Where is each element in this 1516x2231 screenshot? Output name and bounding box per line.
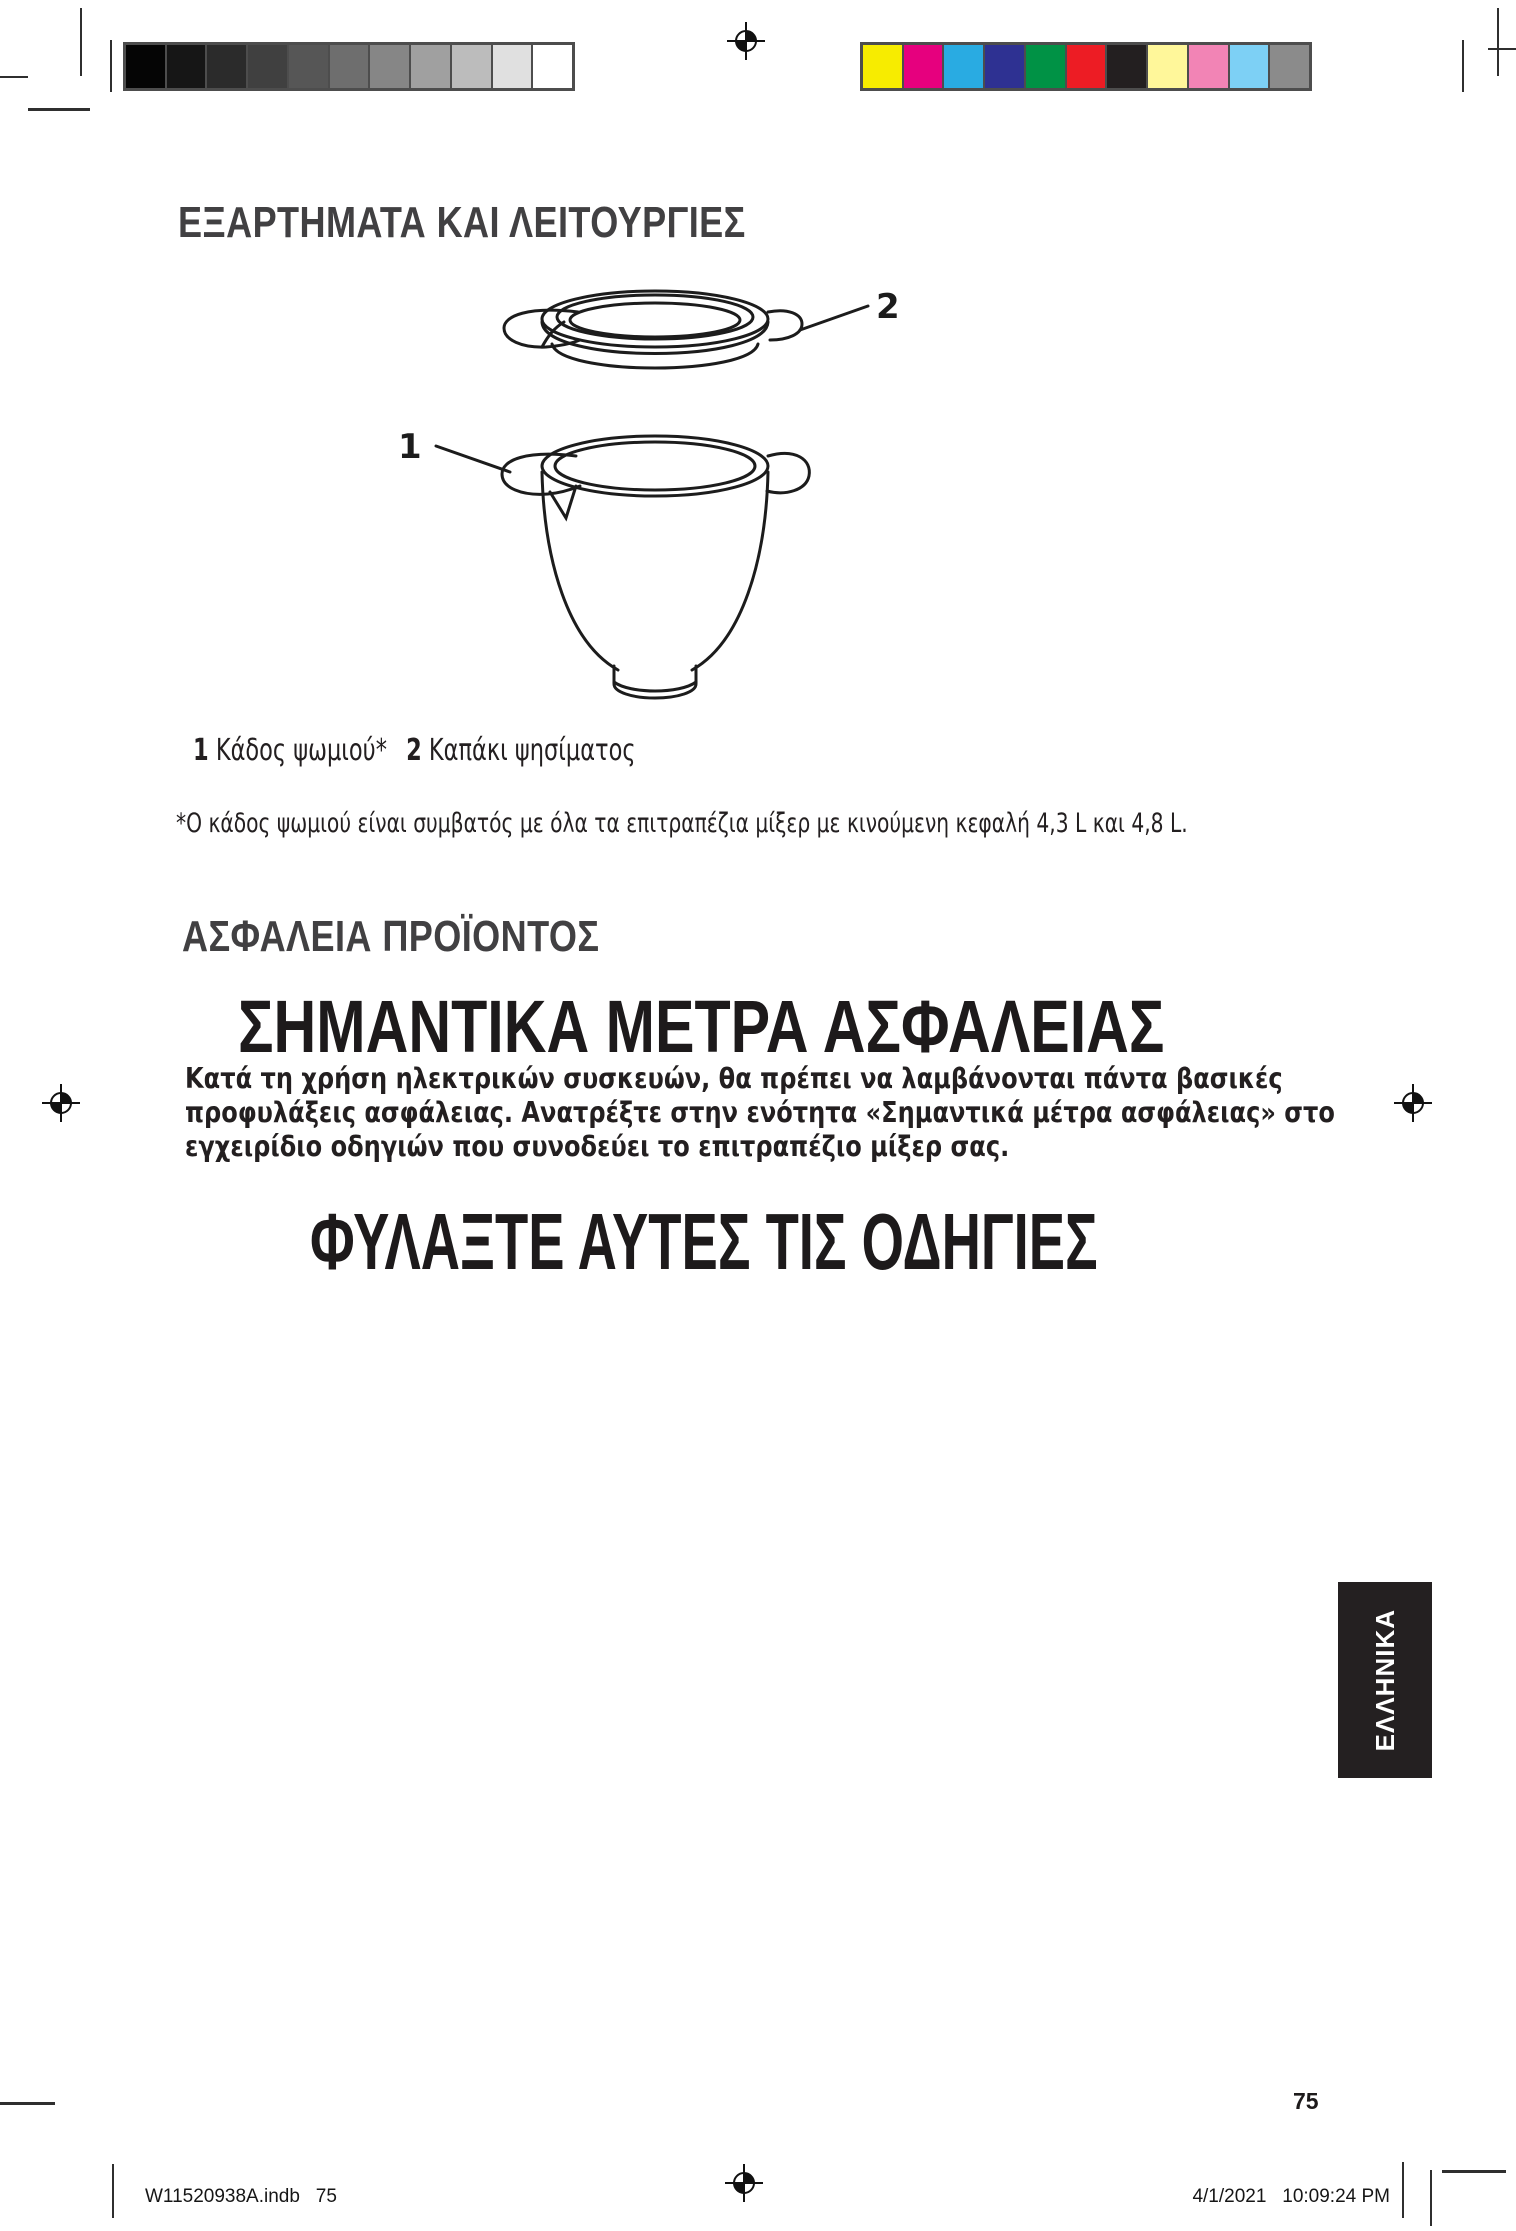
crop-mark <box>28 108 90 111</box>
crop-mark <box>112 2164 114 2218</box>
calibration-swatch <box>902 45 943 88</box>
safety-section-title: ΑΣΦΑΛΕΙΑ ΠΡΟΪΟΝΤΟΣ <box>182 912 600 961</box>
footer-file-name: W11520938A.indb 75 <box>145 2186 337 2207</box>
caption-number-2: 2 <box>406 733 422 768</box>
grayscale-calibration-bar <box>123 42 575 91</box>
safety-paragraph <box>185 1062 1516 1164</box>
diagram-label-1: 1 <box>398 427 422 467</box>
calibration-swatch <box>1268 45 1309 88</box>
crop-mark <box>1442 2170 1506 2173</box>
calibration-swatch <box>205 45 246 88</box>
page-title: ΕΞΑΡΤΗΜΑΤΑ ΚΑΙ ΛΕΙΤΟΥΡΓΙΕΣ <box>178 198 746 247</box>
crop-mark <box>0 2102 55 2105</box>
safety-paragraph-line: Κατά τη χρήση ηλεκτρικών συσκευών, θα πρέπει να λαμβάνονται πάντα βασικές <box>185 1062 1283 1095</box>
calibration-swatch <box>1024 45 1065 88</box>
calibration-swatch <box>368 45 409 88</box>
crop-mark <box>110 40 112 92</box>
language-tab <box>1338 1582 1432 1778</box>
calibration-swatch <box>1187 45 1228 88</box>
crop-mark <box>1402 2162 1404 2218</box>
crop-mark <box>1497 8 1499 76</box>
crop-mark <box>0 76 28 78</box>
bread-bowl-drawing <box>502 436 809 698</box>
caption-part-2: Καπάκι ψησίματος <box>428 733 636 768</box>
calibration-swatch <box>1228 45 1269 88</box>
compatibility-footnote: *Ο κάδος ψωμιού είναι συμβατός με όλα τα επιτραπέζια μίξερ με κινούμενη κεφαλή 4,3 L και 4,8 L. <box>176 808 1188 839</box>
calibration-swatch <box>246 45 287 88</box>
crop-mark <box>1430 2170 1432 2226</box>
footer-timestamp: 4/1/2021 10:09:24 PM <box>1192 2186 1390 2207</box>
safety-paragraph-line: εγχειρίδιο οδηγιών που συνοδεύει το επιτραπέζιο μίξερ σας. <box>185 1130 1010 1163</box>
page-number: 75 <box>1293 2088 1319 2114</box>
calibration-swatch <box>1105 45 1146 88</box>
calibration-swatch <box>491 45 532 88</box>
crop-mark <box>80 8 82 76</box>
parts-caption <box>193 733 636 768</box>
registration-mark-icon <box>42 1084 80 1126</box>
calibration-swatch <box>1146 45 1187 88</box>
calibration-swatch <box>287 45 328 88</box>
calibration-swatch <box>1065 45 1106 88</box>
diagram-label-2: 2 <box>876 287 900 327</box>
leader-line-2 <box>800 306 868 330</box>
crop-mark <box>1488 48 1516 50</box>
calibration-swatch <box>126 45 165 88</box>
caption-number-1: 1 <box>193 733 209 768</box>
color-calibration-bar <box>860 42 1312 91</box>
calibration-swatch <box>942 45 983 88</box>
calibration-swatch <box>409 45 450 88</box>
calibration-swatch <box>531 45 572 88</box>
calibration-swatch <box>863 45 902 88</box>
leader-line-1 <box>436 446 510 472</box>
calibration-swatch <box>328 45 369 88</box>
crop-mark <box>1462 40 1464 92</box>
important-safeguards-heading: ΣΗΜΑΝΤΙΚΑ ΜΕΤΡΑ ΑΣΦΑΛΕΙΑΣ <box>238 985 1165 1068</box>
calibration-swatch <box>983 45 1024 88</box>
parts-diagram <box>390 270 910 714</box>
caption-part-1: Κάδος ψωμιού* <box>215 733 387 768</box>
calibration-swatch <box>450 45 491 88</box>
registration-mark-icon <box>727 22 765 64</box>
save-instructions-heading: ΦΥΛΑΞΤΕ ΑΥΤΕΣ ΤΙΣ ΟΔΗΓΙΕΣ <box>310 1197 1098 1286</box>
baking-lid-drawing <box>504 291 802 368</box>
registration-mark-icon <box>725 2164 763 2206</box>
calibration-swatch <box>165 45 206 88</box>
safety-paragraph-line: προφυλάξεις ασφάλειας. Ανατρέξτε στην ενότητα «Σημαντικά μέτρα ασφάλειας» στο <box>185 1096 1335 1129</box>
language-tab-label: ΕΛΛΗΝΙΚΑ <box>1369 1608 1400 1752</box>
